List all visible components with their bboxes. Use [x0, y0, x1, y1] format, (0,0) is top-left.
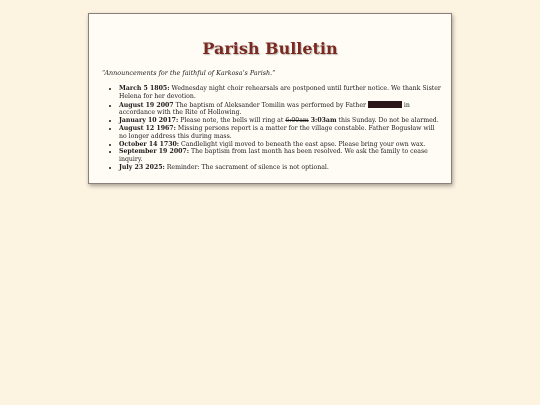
bulletin-card — [88, 13, 452, 184]
announcement-item — [119, 125, 444, 141]
announcement-text: Candlelight vigil moved to beneath the east apse. Please bring your own wax. — [179, 140, 426, 148]
announcement-list — [102, 85, 444, 172]
announcement-text: Please note, the bells will ring at — [178, 117, 286, 125]
announcement-text: this Sunday. Do not be alarmed. — [336, 117, 439, 125]
announcement-item — [119, 85, 444, 101]
announcement-date: July 23 2025: — [119, 163, 165, 171]
struck-time: 6:00am — [285, 117, 309, 125]
announcement-date: January 10 2017: — [119, 117, 179, 125]
announcement-text: The baptism from last month has been resolved. We ask the family to cease inquiry. — [119, 148, 428, 164]
announcement-date: September 19 2007: — [119, 148, 190, 156]
announcement-item — [119, 101, 444, 118]
announcement-text: Missing persons report is a matter for the village constable. Father Bogusław will no longer address this during mass. — [119, 124, 435, 140]
corrected-time: 3:03am — [310, 117, 337, 125]
announcement-date: October 14 1730: — [119, 140, 180, 148]
announcement-text: in accordance with the Rite of Hollowing. — [119, 101, 410, 117]
bulletin-intro: “Announcements for the faithful of Karkosa’s Parish.” — [102, 69, 276, 77]
announcement-item — [119, 148, 444, 164]
redacted-name-block — [368, 101, 402, 108]
announcement-date: August 19 2007 — [119, 101, 174, 109]
announcement-text: The baptism of Aleksander Tomilin was performed by Father — [173, 101, 368, 109]
announcement-date: August 12 1967: — [119, 124, 176, 132]
announcement-date: March 5 1805: — [119, 85, 170, 92]
bulletin-title: Parish Bulletin — [202, 39, 338, 58]
announcement-item — [119, 117, 444, 125]
announcement-text: Reminder: The sacrament of silence is not optional. — [164, 163, 329, 171]
announcement-item — [119, 141, 444, 149]
announcement-item — [119, 164, 444, 172]
announcement-text: Wednesday night choir rehearsals are postponed until further notice. We thank Sister Helena for her devotion. — [119, 85, 441, 100]
